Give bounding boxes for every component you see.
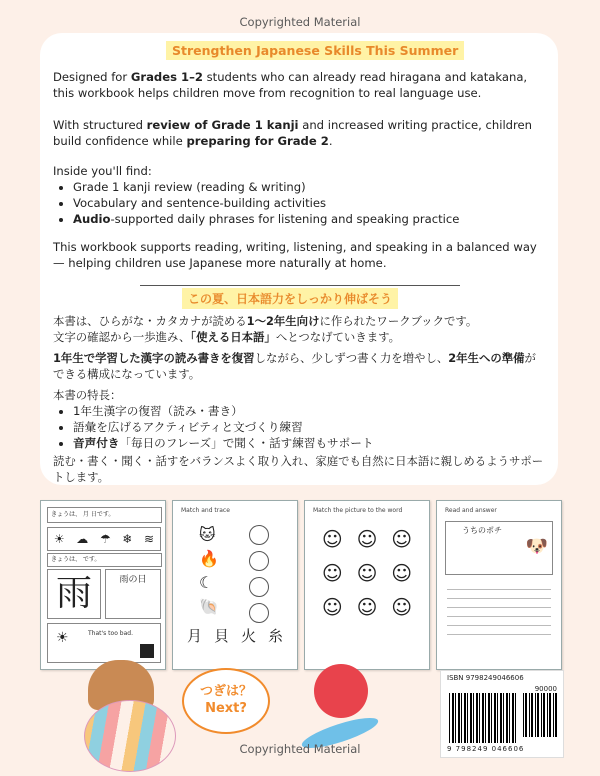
watermark-bottom: Copyrighted Material <box>239 742 361 756</box>
en-feature-item: • Grade 1 kanji review (reading & writing) <box>73 179 459 195</box>
description-card <box>40 33 558 485</box>
worksheet-preview-4 <box>436 500 562 670</box>
face-icon: ☺ <box>356 561 378 585</box>
picture-column <box>199 523 219 619</box>
kanji-option: 火 <box>240 627 256 645</box>
circle-column <box>249 525 269 623</box>
jp-feature-list <box>53 403 373 451</box>
inside-heading: Inside you'll find: <box>53 164 152 178</box>
worksheet-preview-2 <box>172 500 298 670</box>
fire-icon: 🔥 <box>199 549 219 568</box>
dog-icon: 🐶 <box>525 536 548 557</box>
kanji-box: 雨 <box>47 569 101 619</box>
face-icon: ☺ <box>356 595 378 619</box>
weather-row: きょうは、 です。 <box>47 553 162 567</box>
face-icon: ☺ <box>391 595 413 619</box>
wind-icon: ≋ <box>144 532 155 546</box>
jp-paragraph-3: 読む・書く・聞く・話すをバランスよく取り入れ、家庭でも自然に日本語に親しめるようサポートします。 <box>53 454 544 484</box>
face-icon: ☺ <box>356 527 378 551</box>
isbn-label: ISBN 9798249046606 <box>447 674 524 682</box>
kanji-example: 雨の日 <box>105 569 161 619</box>
isbn-digits: 9 798249 046606 <box>447 745 525 753</box>
sun-icon: ☀ <box>53 532 65 546</box>
qr-code-icon <box>140 644 154 658</box>
watermark-top: Copyrighted Material <box>239 15 361 29</box>
kanji-option: 糸 <box>267 627 283 645</box>
jp-features-heading: 本書の特長： <box>53 388 122 402</box>
question-lines <box>447 581 551 635</box>
kanji-row <box>181 625 289 646</box>
date-row: きょうは、 月 日です。 <box>47 507 162 523</box>
jp-feature-item: • 語彙を広げるアクティビティと文づくり練習 <box>73 419 373 435</box>
price-code: 90000 <box>534 685 557 693</box>
caption: That's too bad. <box>88 630 133 637</box>
face-icon: ☺ <box>391 561 413 585</box>
cloud-icon: ☁ <box>76 532 89 546</box>
jp-paragraph-2: 1年生で学習した漢字の読み書きを復習しながら、少しずつ書く力を増やし、2年生への準備が できる構成になっています。 <box>53 351 536 381</box>
en-feature-item: • Audio-supported daily phrases for listening and speaking practice <box>73 211 459 227</box>
beach-ball-illustration <box>84 700 176 772</box>
story-title: うちのポチ <box>462 526 502 535</box>
price-barcode-bars <box>523 693 557 737</box>
english-heading: Strengthen Japanese Skills This Summer <box>166 41 464 60</box>
cat-icon: 🐱 <box>199 525 216 544</box>
en-feature-item: • Vocabulary and sentence-building activities <box>73 195 459 211</box>
japanese-heading: この夏、日本語力をしっかり伸ばそう <box>182 288 398 309</box>
face-icon: ☺ <box>321 595 343 619</box>
face-icon: ☺ <box>321 561 343 585</box>
speech-bubble: つぎは？ Next? <box>182 668 270 734</box>
face-icon: ☺ <box>321 527 343 551</box>
kanji-option: 月 <box>186 627 202 645</box>
practice-area <box>47 623 161 663</box>
worksheet-header: Match and trace <box>181 507 230 514</box>
en-paragraph-1: Designed for Grades 1–2 students who can already read hiragana and katakana, this workbook helps children move from recognition to real language use. <box>53 70 528 100</box>
en-feature-list <box>53 179 459 227</box>
moon-icon: ☾ <box>199 573 214 592</box>
worksheet-preview-3 <box>304 500 430 670</box>
jp-feature-item: • 1年生漢字の復習（読み・書き） <box>73 403 373 419</box>
worksheet-header: Read and answer <box>445 507 497 514</box>
shell-icon: 🐚 <box>199 597 219 616</box>
face-grid <box>315 527 419 619</box>
jp-feature-item: • 音声付き「毎日のフレーズ」で聞く・話す練習もサポート <box>73 435 373 451</box>
story-box <box>445 521 553 575</box>
worksheet-preview-1 <box>40 500 166 670</box>
barcode-bars <box>449 693 517 743</box>
en-paragraph-2: With structured review of Grade 1 kanji and increased writing practice, children build confidence while preparing for Grade 2. <box>53 118 533 148</box>
kanji-option: 貝 <box>213 627 229 645</box>
jp-paragraph-1: 本書は、ひらがな・カタカナが読める1〜2年生向けに作られたワークブックです。 文字の確認から一歩進み、「使える日本語」へとつなげていきます。 <box>53 314 478 344</box>
lychee-character-illustration <box>314 664 368 718</box>
snow-icon: ❄ <box>122 532 133 546</box>
face-icon: ☺ <box>391 527 413 551</box>
sun-icon: ☀ <box>56 630 69 646</box>
weather-icons <box>47 527 161 551</box>
en-paragraph-3: This workbook supports reading, writing, listening, and speaking in a balanced way — helping children use Japanese more naturally at home. <box>53 240 537 270</box>
umbrella-icon: ☂ <box>99 532 111 546</box>
divider <box>140 285 460 286</box>
worksheet-header: Match the picture to the word <box>313 507 403 514</box>
